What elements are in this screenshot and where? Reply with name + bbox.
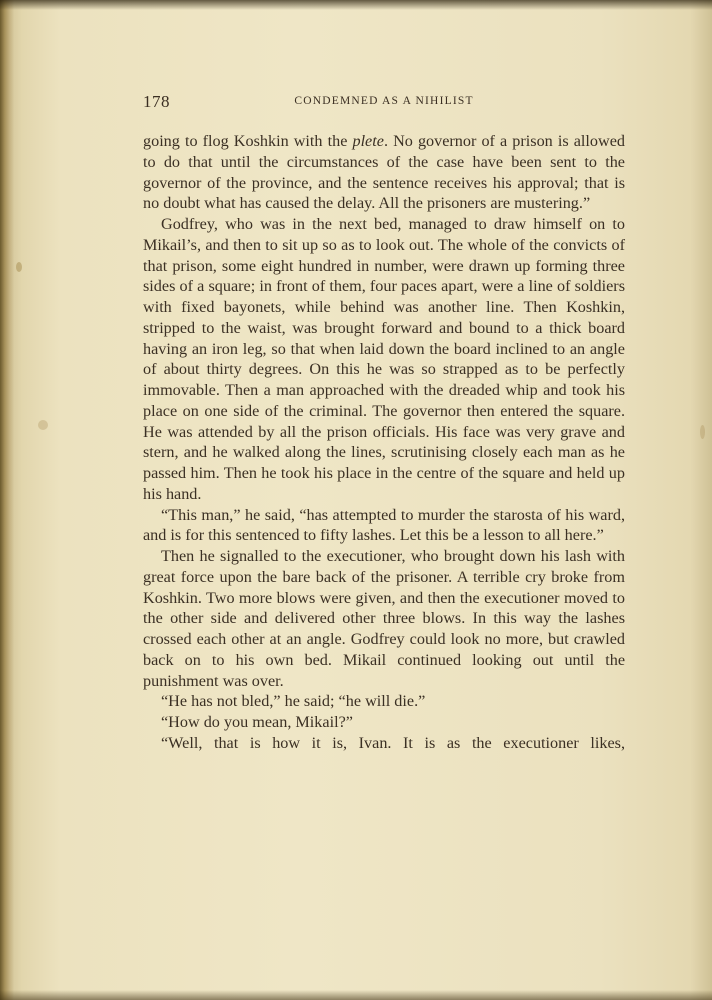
paragraph-text: going to flog Koshkin with the xyxy=(143,132,353,150)
paper-stain xyxy=(38,420,48,430)
bottom-edge-shadow xyxy=(0,990,712,1000)
paper-stain xyxy=(16,262,22,272)
top-edge-shadow xyxy=(0,0,712,10)
page-number: 178 xyxy=(143,92,170,111)
body-text xyxy=(143,131,625,754)
paragraph: Godfrey, who was in the next bed, managed to draw himself on to Mikail’s, and then to sit up so as to look out. The whole of the convicts of that prison, some eight hundred in number, were drawn up forming three sides of a square; in front of them, four paces apart, were a line of soldiers with fixed bayonets, while behind was another line. Then Koshkin, stripped to the waist, was brought forward and bound to a thick board having an iron leg, so that when laid down the board inclined to an angle of about thirty degrees. On this he was so strapped as to be perfectly immovable. Then a man approached with the dreaded whip and took his place on one side of the criminal. The governor then entered the square. He was attended by all the prison officials. His face was very grave and stern, and he walked along the lines, scrutinising closely each man as he passed him. Then he took his place in the centre of the square and held up his hand. xyxy=(143,215,625,503)
page-header xyxy=(143,92,625,116)
paragraph: “How do you mean, Mikail?” xyxy=(161,713,353,731)
italic-word: plete xyxy=(352,132,384,150)
paragraph: “This man,” he said, “has attempted to murder the starosta of his ward, and is for this sentenced to fifty lashes. Let this be a lesson to all here.” xyxy=(143,505,625,545)
paragraph: Then he signalled to the executioner, who brought down his lash with great force upon the bare back of the prisoner. A terrible cry broke from Koshkin. Two more blows were given, and then the executioner moved to the other side and delivered other three blows. In this way the lashes crossed each other at an angle. Godfrey could look no more, but crawled back on to his own bed. Mikail continued looking out until the punishment was over. xyxy=(143,547,625,690)
paragraph: “Well, that is how it is, Ivan. It is as the executioner likes, xyxy=(161,733,625,752)
page-binding-edge xyxy=(0,0,14,1000)
running-head: CONDEMNED AS A NIHILIST xyxy=(294,95,474,107)
paragraph-text: . No governor of a prison is allowed to do that until the circumstances of the case have been sent to the governor of the province, and the sentence receives his approval; that is no doubt what has caused the delay. All the prisoners are mustering.” xyxy=(143,132,625,213)
paper-stain xyxy=(700,425,705,439)
paragraph: “He has not bled,” he said; “he will die.” xyxy=(161,692,426,711)
paragraph xyxy=(143,131,625,214)
